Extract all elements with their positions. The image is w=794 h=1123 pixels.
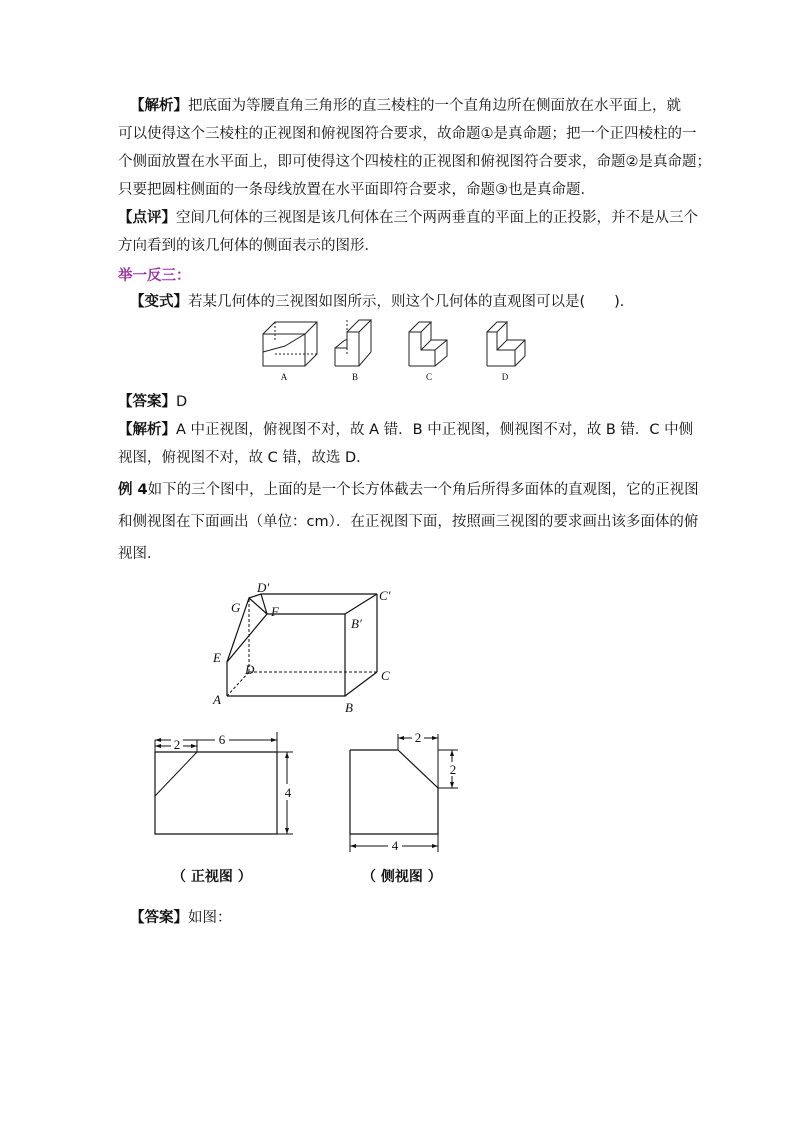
analysis-line-4: 只要把圆柱侧面的一条母线放置在水平面即符合要求，命题③也是真命题． [118, 182, 595, 198]
example4-line-3: 视图． [118, 546, 162, 562]
vertex-f: F [271, 604, 279, 619]
solid-figure [205, 582, 405, 717]
front-dim-top: 6 [218, 732, 226, 747]
vertex-b1: B′ [351, 616, 362, 631]
comment-line-1 [118, 208, 698, 228]
analysis-tag: 【解析】 [130, 98, 188, 114]
options-figure [255, 312, 535, 384]
option-d-solid [487, 322, 525, 366]
front-view-caption: （ 正视图 ） [172, 869, 252, 885]
example4-tag: 例 4 [118, 482, 148, 498]
answer1-tag: 【答案】 [118, 394, 176, 410]
example4-text-1: 如下的三个图中，上面的是一个长方体截去一个角后所得多面体的直观图，它的正视图 [147, 482, 699, 498]
explain1-tag: 【解析】 [118, 422, 176, 438]
side-view-figure [340, 726, 470, 856]
answer2-text: 如图： [188, 910, 232, 926]
explain1-text-1: A 中正视图，俯视图不对，故 A 错．B 中正视图，侧视图不对，故 B 错．C 中侧 [176, 422, 694, 438]
option-label-c: C [425, 372, 433, 382]
example4-line-2: 和侧视图在下面画出（单位：cm）．在正视图下面，按照画三视图的要求画出该多面体的俯 [118, 514, 699, 530]
analysis-line-3: 个侧面放置在水平面上，即可使得这个四棱柱的正视图和俯视图符合要求，命题②是真命题； [118, 154, 711, 170]
explain1-line-1 [118, 420, 694, 440]
option-label-a: A [280, 372, 288, 382]
analysis-line-1 [130, 96, 702, 116]
explain1-line-2: 视图，俯视图不对，故 C 错，故选 D. [118, 450, 361, 466]
side-view-caption: （ 侧视图 ） [362, 869, 442, 885]
vertex-b: B [345, 700, 353, 715]
variant-text: 若某几何体的三视图如图所示，则这个几何体的直观图可以是( )． [188, 294, 635, 310]
side-dim-bottom: 4 [391, 838, 399, 853]
vertex-c1: C′ [379, 588, 391, 603]
option-label-b: B [351, 372, 359, 382]
side-dim-right: 2 [449, 762, 457, 777]
option-label-d: D [501, 372, 509, 382]
analysis-text-1: 把底面为等腰直角三角形的直三棱柱的一个直角边所在侧面放在水平面上，就 [188, 98, 681, 114]
answer1-text: D [176, 394, 188, 410]
analysis-line-2: 可以使得这个三棱柱的正视图和俯视图符合要求，故命题①是真命题；把一个正四棱柱的一 [118, 126, 697, 142]
front-view-figure [145, 726, 305, 838]
comment-line-2: 方向看到的该几何体的侧面表示的图形． [118, 238, 379, 254]
vertex-d1: D′ [257, 582, 270, 595]
option-a-solid [263, 322, 317, 366]
front-dim-height: 4 [284, 785, 292, 800]
front-dim-cut: 2 [173, 737, 181, 752]
option-c-solid [409, 322, 447, 366]
section-title: 举一反三： [118, 268, 191, 284]
vertex-e: E [213, 650, 221, 665]
variant-line [130, 292, 702, 312]
vertex-d: D [245, 662, 255, 677]
answer2-line [130, 908, 702, 928]
comment-text-1: 空间几何体的三视图是该几何体在三个两两垂直的平面上的正投影，并不是从三个 [176, 210, 698, 226]
example4-line-1 [118, 480, 699, 500]
answer2-tag: 【答案】 [130, 910, 188, 926]
vertex-g: G [231, 600, 241, 615]
answer1-line [118, 392, 690, 412]
side-dim-top: 2 [414, 730, 422, 745]
vertex-c: C [381, 668, 390, 683]
comment-tag: 【点评】 [118, 210, 176, 226]
option-b-solid [335, 320, 371, 366]
vertex-a: A [213, 692, 221, 707]
variant-tag: 【变式】 [130, 294, 188, 310]
